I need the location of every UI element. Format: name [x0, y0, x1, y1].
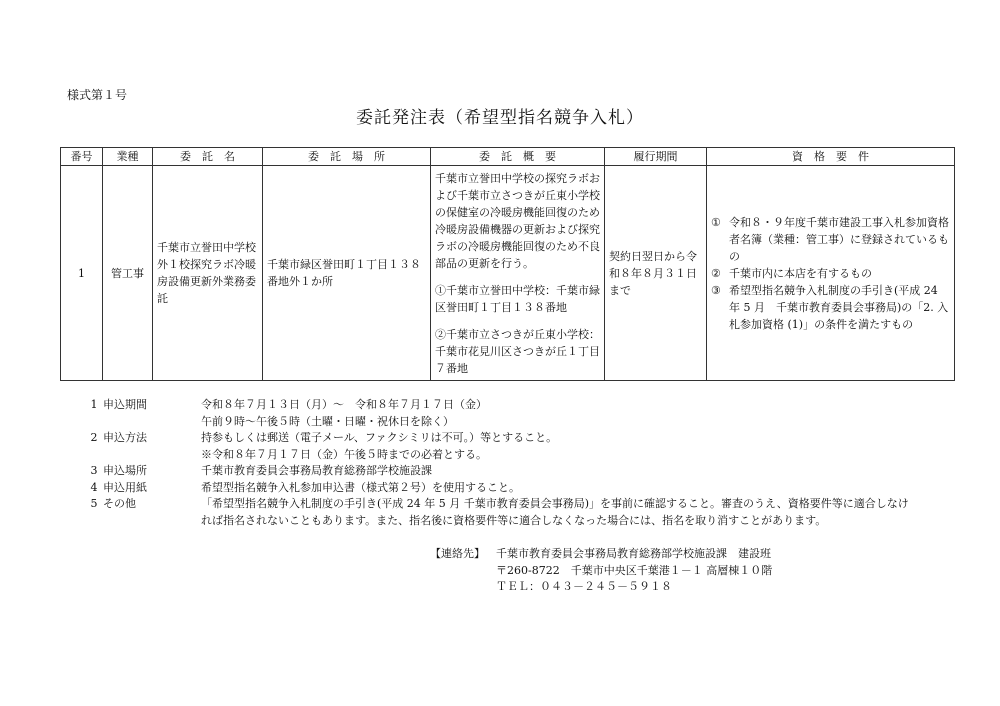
cell-location: 千葉市緑区誉田町１丁目１３８番地外１か所 — [263, 166, 431, 381]
commission-table — [60, 147, 955, 381]
application-notes — [85, 397, 931, 529]
cell-period: 契約日翌日から令和８年８月３１日まで — [605, 166, 707, 381]
note-item: 1 申込期間 令和８年７月１３日（月）～ 令和８年７月１７日（金） 午前９時～午後５時（土曜・日曜・祝休日を除く） — [90, 398, 487, 428]
contact-department: 千葉市教育委員会事務局教育総務部学校施設課 建設班 — [496, 547, 771, 560]
header-qualifications: 資 格 要 件 — [707, 148, 955, 166]
qualification-item: ② 千葉市内に本店を有するもの — [711, 266, 872, 280]
cell-qualifications — [707, 166, 955, 381]
note-item: 4 申込用紙 希望型指名競争入札参加申込書（様式第２号）を使用すること。 — [90, 480, 520, 494]
contact-phone: ＴＥＬ：０４３－２４５－５９１８ — [496, 580, 672, 593]
header-overview: 委 託 概 要 — [431, 148, 605, 166]
header-category: 業種 — [103, 148, 153, 166]
overview-site-1: ①千葉市立誉田中学校：千葉市緑区誉田町１丁目１３８番地 — [435, 283, 600, 314]
note-item: 3 申込場所 千葉市教育委員会事務局教育総務部学校施設課 — [90, 464, 432, 477]
table-header-row — [61, 148, 955, 166]
contact-address: 〒260-8722 千葉市中央区千葉港１－１ 高層棟１０階 — [496, 563, 773, 577]
overview-text: 千葉市立誉田中学校の探究ラボおよび千葉市立さつきが丘東小学校の保健室の冷暖房機能回復のため冷暖房設備機器の更新および探究ラボの冷暖房機能回復のため不良部品の更新を行う。 — [435, 171, 600, 270]
document-title: 委託発注表（希望型指名競争入札） — [356, 108, 644, 128]
table-row — [61, 166, 955, 381]
cell-name: 千葉市立誉田中学校外１校探究ラボ冷暖房設備更新外業務委託 — [153, 166, 263, 381]
header-name: 委 託 名 — [153, 148, 263, 166]
contact-label: 【連絡先】 — [430, 547, 485, 560]
header-period: 履行期間 — [605, 148, 707, 166]
header-location: 委 託 場 所 — [263, 148, 431, 166]
header-number: 番号 — [61, 148, 103, 166]
note-item: 2 申込方法 持参もしくは郵送（電子メール、ファクシミリは不可。）等とすること。 ※令和８年７月１７日（金）午後５時までの必着とする。 — [90, 431, 558, 461]
form-number: 様式第１号 — [67, 88, 128, 102]
overview-site-2: ②千葉市立さつきが丘東小学校：千葉市花見川区さつきが丘１丁目７番地 — [435, 327, 600, 375]
note-item: 5 その他 「希望型指名競争入札制度の手引き(平成 24 年 5 月 千葉市教育委員会事務局)」を事前に確認すること。審査のうえ、資格要件等に適合しなけ れば指名されないこともあります。また、指名後に資格要件等に適合しなくなった場合には、指名を取り消すことがあります。 — [90, 497, 909, 527]
qualification-item: ③ 希望型指名競争入札制度の手引き(平成 24 年 5 月 千葉市教育委員会事務局)の「2. 入札参加資格 (1)」の条件を満たすもの — [711, 283, 949, 331]
cell-number: 1 — [61, 166, 103, 381]
cell-category: 管工事 — [103, 166, 153, 381]
qualification-item: ① 令和８・９年度千葉市建設工事入札参加資格者名簿（業種：管工事）に登録されているもの — [711, 215, 949, 263]
cell-overview — [431, 166, 605, 381]
contact-block — [430, 546, 772, 596]
